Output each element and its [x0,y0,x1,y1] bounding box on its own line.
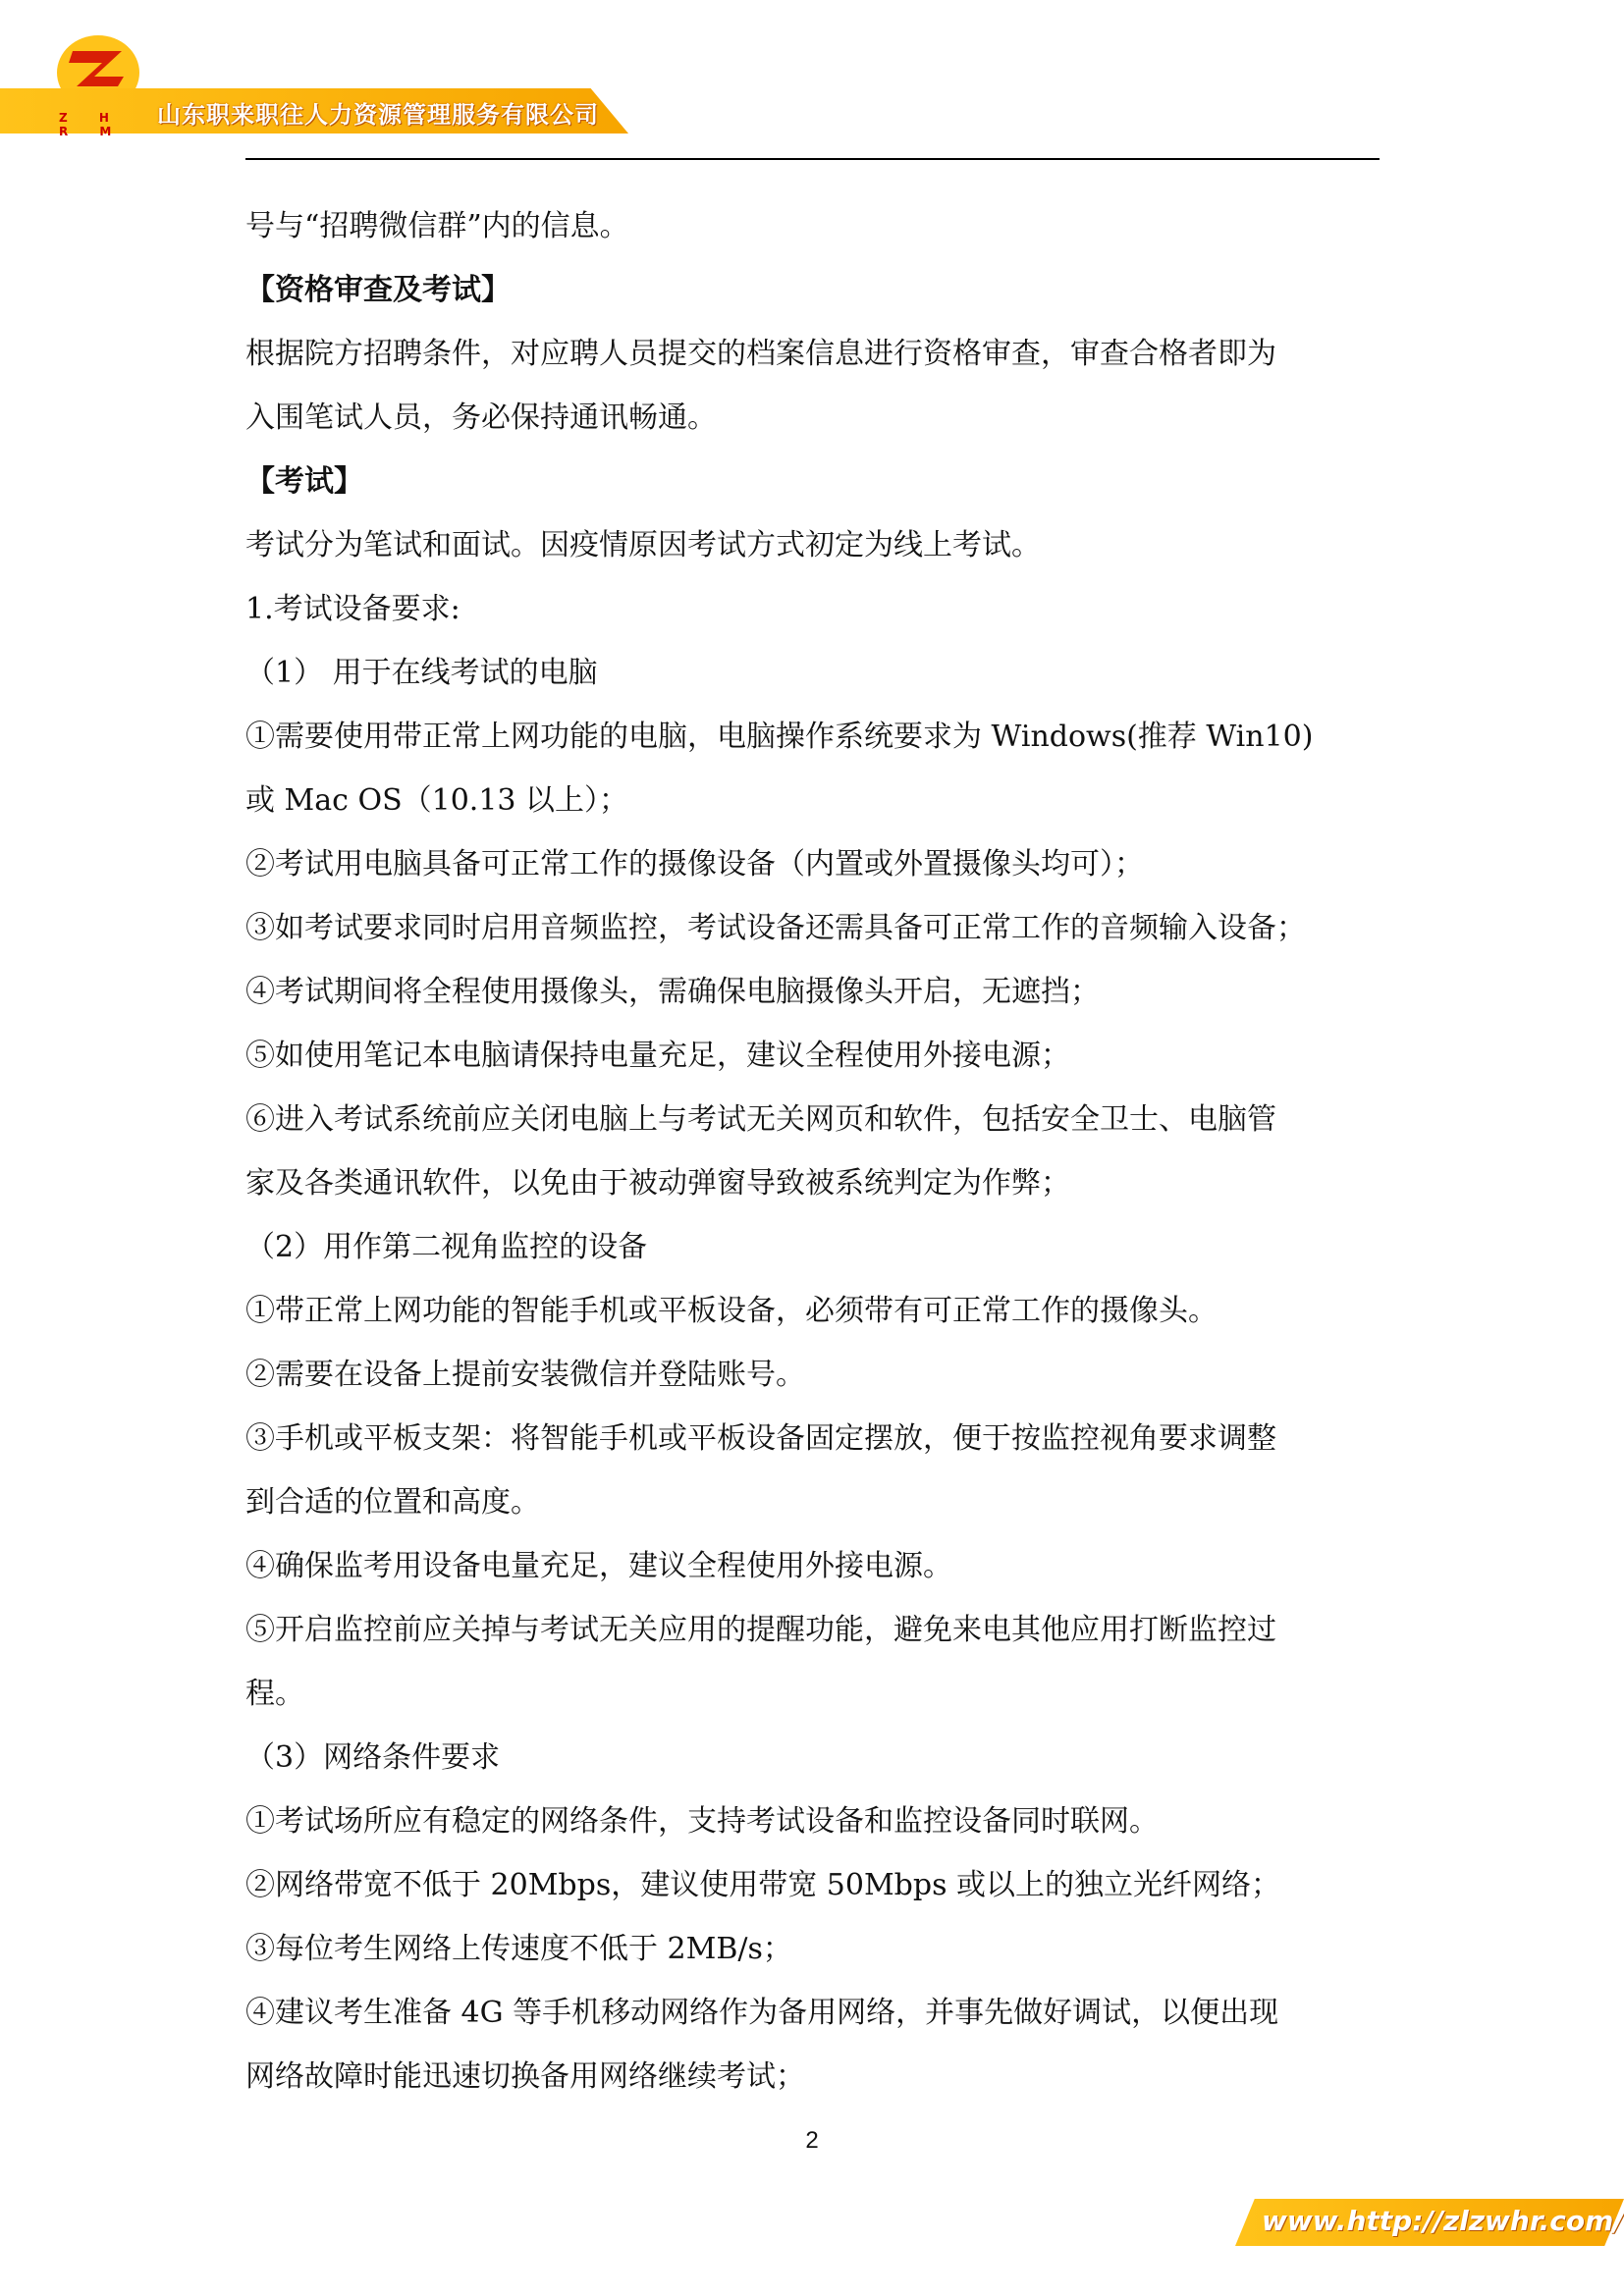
text-line: ①需要使用带正常上网功能的电脑，电脑操作系统要求为 Windows(推荐 Win10) [245,720,1314,754]
text-line: ⑤开启监控前应关掉与考试无关应用的提醒功能，避免来电其他应用打断监控过 [245,1613,1276,1647]
text-line: ⑥进入考试系统前应关闭电脑上与考试无关网页和软件，包括安全卫士、电脑管 [245,1102,1276,1137]
document-body [245,194,1394,2109]
header-rule [245,158,1380,160]
text-line: ④确保监考用设备电量充足，建议全程使用外接电源。 [245,1549,952,1583]
page-header [0,0,1624,167]
logo-letters: Z H R M [59,111,126,138]
text-line: 入围笔试人员，务必保持通讯畅通。 [245,400,717,435]
company-name: 山东职来职往人力资源管理服务有限公司 [157,101,599,129]
text-line: ①带正常上网功能的智能手机或平板设备，必须带有可正常工作的摄像头。 [245,1294,1218,1328]
text-line: 程。 [245,1677,304,1711]
text-line: ③如考试要求同时启用音频监控，考试设备还需具备可正常工作的音频输入设备； [245,911,1306,945]
text-line: ②需要在设备上提前安装微信并登陆账号。 [245,1358,805,1392]
section-heading: 【资格审查及考试】 [245,273,511,307]
section-heading: 【考试】 [245,464,363,499]
text-line: 1.考试设备要求: [245,592,460,626]
text-line: 考试分为笔试和面试。因疫情原因考试方式初定为线上考试。 [245,528,1041,562]
text-line: 家及各类通讯软件，以免由于被动弹窗导致被系统判定为作弊； [245,1166,1070,1201]
text-line: ⑤如使用笔记本电脑请保持电量充足，建议全程使用外接电源； [245,1039,1070,1073]
text-line: ②考试用电脑具备可正常工作的摄像设备（内置或外置摄像头均可）； [245,847,1144,881]
text-line: ①考试场所应有稳定的网络条件，支持考试设备和监控设备同时联网。 [245,1804,1159,1839]
text-line: 号与“招聘微信群”内的信息。 [245,209,629,243]
text-line: ②网络带宽不低于 20Mbps，建议使用带宽 50Mbps 或以上的独立光纤网络； [245,1868,1280,1902]
text-line: 网络故障时能迅速切换备用网络继续考试； [245,2059,805,2094]
footer-url: www.http://zlzwhr.com/ [1262,2205,1624,2237]
text-line: （1） 用于在线考试的电脑 [245,656,598,690]
text-line: 根据院方招聘条件，对应聘人员提交的档案信息进行资格审查，审查合格者即为 [245,337,1276,371]
text-line: （2）用作第二视角监控的设备 [245,1230,648,1264]
text-line: ④建议考生准备 4G 等手机移动网络作为备用网络，并事先做好调试，以便出现 [245,1996,1279,2030]
text-line: 到合适的位置和高度。 [245,1485,540,1520]
text-line: 或 Mac OS（10.13 以上）； [245,783,629,818]
text-line: （3）网络条件要求 [245,1740,501,1775]
text-line: ④考试期间将全程使用摄像头，需确保电脑摄像头开启，无遮挡； [245,975,1100,1009]
text-line: ③手机或平板支架：将智能手机或平板设备固定摆放，便于按监控视角要求调整 [245,1421,1276,1456]
text-line: ③每位考生网络上传速度不低于 2MB/s； [245,1932,792,1966]
page-number: 2 [805,2127,819,2154]
